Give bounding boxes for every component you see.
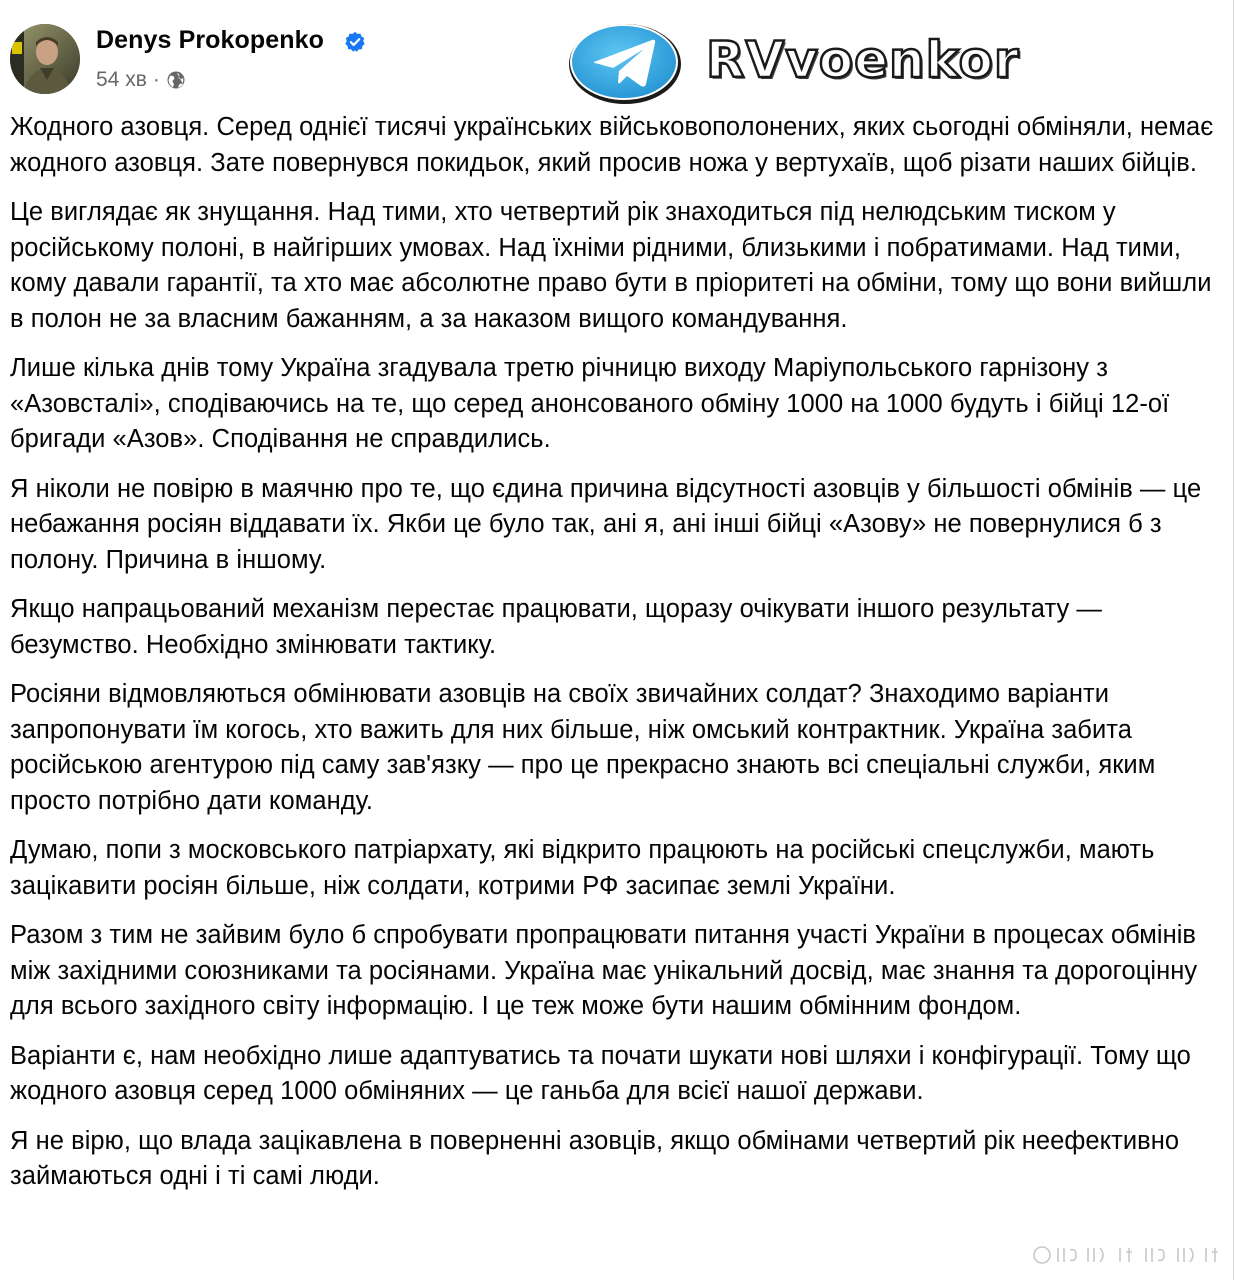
post-paragraph: Разом з тим не зайвим було б спробувати пропрацювати питання участі України в процесах обмінів між західними союзниками та росіянами. Україна має унікальний досвід, має знання та дорогоцінну для всього західного світу інформацію. І це теж може бути нашим обмінним фондом. bbox=[10, 921, 1198, 1020]
post-paragraph: Я не вірю, що влада зацікавлена в поверненні азовців, якщо обмінами четвертий рік неефективно займаються одні і ті самі люди. bbox=[10, 1126, 1180, 1190]
avatar[interactable] bbox=[10, 24, 80, 94]
author-name[interactable]: Denys Prokopenko bbox=[96, 26, 325, 54]
avatar-image bbox=[10, 24, 80, 94]
platform-watermark-icon bbox=[1028, 1244, 1228, 1266]
post-meta bbox=[96, 66, 186, 94]
post-paragraph: Це виглядає як знущання. Над тими, хто четвертий рік знаходиться під нелюдським тиском у російському полоні, в найгірших умовах. Над їхніми рідними, близькими і побратимами. Над тими, кому давали гарантії, та хто має абсолютне право бути в пріоритеті на обміни, тому що вони вийшли в полон не за власним бажанням, а за наказом вищого командування. bbox=[10, 198, 1212, 333]
post-paragraph: Росіяни відмовляються обмінювати азовців на своїх звичайних солдат? Знаходимо варіанти запропонувати їм когось, хто важить для них більше, ніж омський контрактник. Україна забита російською агентурою під саму зав'язку — про це прекрасно знають всі спеціальні служби, яким просто потрібно дати команду. bbox=[10, 680, 1156, 815]
post-paragraph: Я ніколи не повірю в маячню про те, що єдина причина відсутності азовців у більшості обмінів — це небажання росіян віддавати їх. Якби це було так, ані я, ані інші бійці «Азову» не повернулися б з полону. Причина в іншому. bbox=[10, 474, 1202, 574]
post-paragraph: Якщо напрацьований механізм перестає працювати, щоразу очікувати іншого результату — безумство. Необхідно змінювати тактику. bbox=[10, 595, 1102, 659]
post-timestamp[interactable]: 54 хв bbox=[96, 68, 147, 91]
post-body bbox=[10, 110, 1224, 1209]
meta-separator: · bbox=[152, 68, 160, 91]
verified-badge-icon bbox=[344, 31, 366, 53]
post-paragraph: Варіанти є, нам необхідно лише адаптуватись та почати шукати нові шляхи і конфігурації. Тому що жодного азовця серед 1000 обміняних — це ганьба для всієї нашої держави. bbox=[10, 1041, 1191, 1105]
telegram-logo-icon bbox=[566, 18, 684, 106]
watermark-text: RVvoenkor bbox=[706, 31, 1020, 89]
globe-icon bbox=[166, 70, 186, 90]
post-paragraph: Думаю, попи з московського патріархату, які відкрито працюють на російські спецслужби, мають зацікавити росіян більше, ніж солдати, котрими РФ засипає землі України. bbox=[10, 836, 1155, 900]
post-paragraph: Жодного азовця. Серед однієї тисячі українських військовополонених, яких сьогодні обміняли, немає жодного азовця. Зате повернувся покидьок, який просив ножа у вертухаїв, щоб різати наших бійців. bbox=[10, 113, 1214, 177]
post-paragraph: Лише кілька днів тому Україна згадувала третю річницю виходу Маріупольського гарнізону з «Азовсталі», сподіваючись на те, що серед анонсованого обміну 1000 на 1000 будуть і бійці 12-ої бригади «Азов». Сподівання не справдились. bbox=[10, 354, 1170, 453]
